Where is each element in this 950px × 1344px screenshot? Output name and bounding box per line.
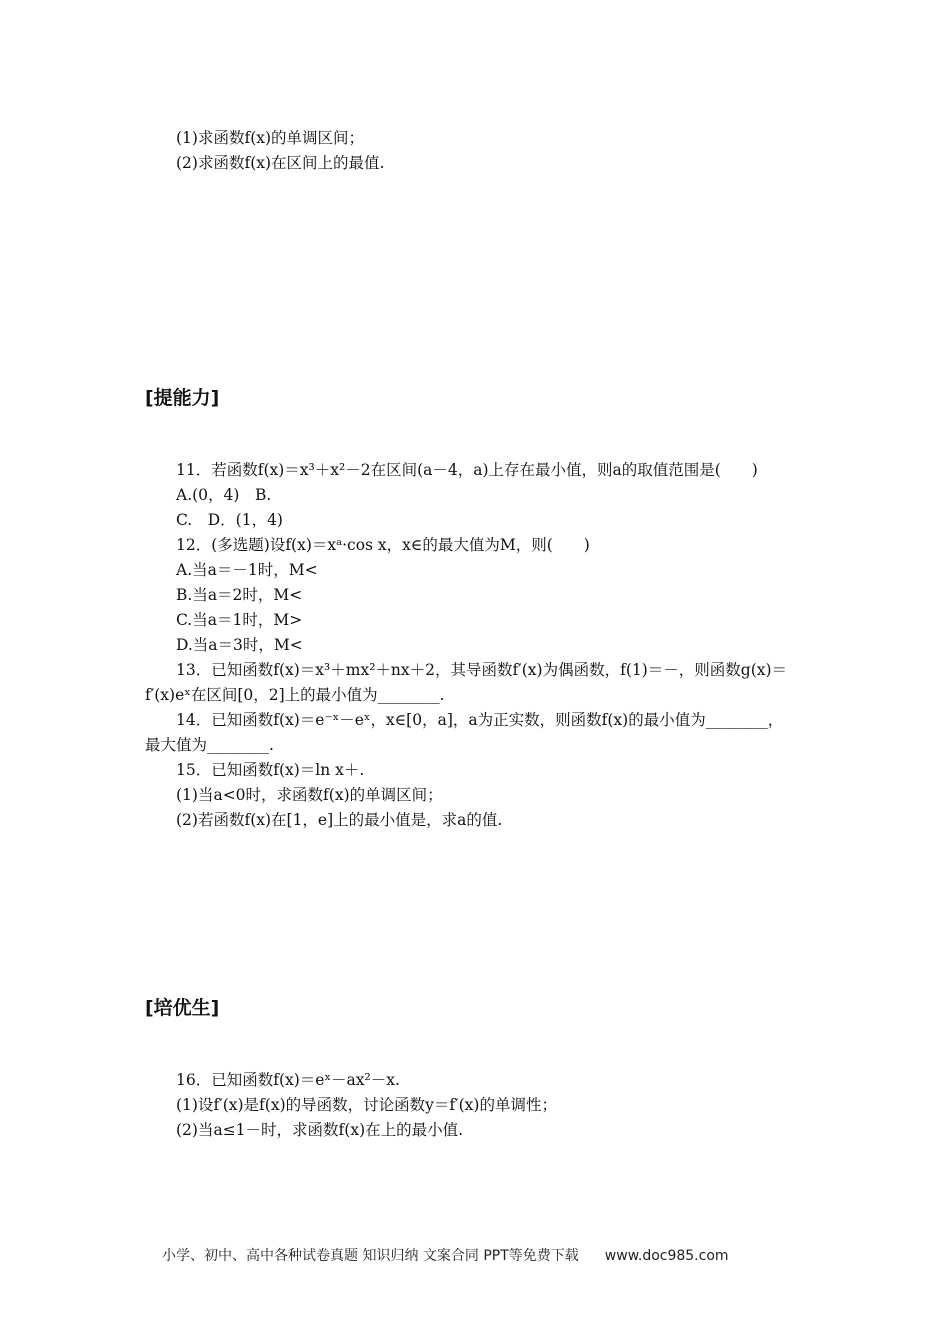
q13-stem: 13．已知函数f(x)＝x³＋mx²＋nx＋2，其导函数f′(x)为偶函数，f(1)＝－，则函数g(x)＝: [176, 661, 788, 679]
q15-part1: (1)当a<0时，求函数f(x)的单调区间；: [176, 786, 443, 804]
q16-part1: (1)设f′(x)是f(x)的导函数，讨论函数y＝f′(x)的单调性；: [176, 1096, 557, 1114]
q12-option-c: C.当a＝1时，M>: [176, 611, 303, 629]
section-heading-excellence: [培优生]: [145, 997, 220, 1019]
page-footer: [162, 1245, 729, 1265]
q12-option-a: A.当a＝－1时，M<: [176, 561, 318, 579]
q13-stem-cont: f′(x)eˣ在区间[0，2]上的最小值为________.: [145, 686, 445, 704]
q12-option-b: B.当a＝2时，M<: [176, 586, 303, 604]
footer-url[interactable]: www.doc985.com: [604, 1248, 729, 1264]
q10-part1: (1)求函数f(x)的单调区间；: [176, 129, 365, 147]
section-heading-ability: [提能力]: [145, 387, 220, 409]
q14-stem: 14．已知函数f(x)＝e⁻ˣ－eˣ，x∈[0，a]，a为正实数，则函数f(x)的最小值为________，: [176, 711, 784, 729]
q11-options-ab: A.(0，4) B.: [176, 486, 272, 504]
q10-part2: (2)求函数f(x)在区间上的最值.: [176, 154, 385, 172]
q11-options-cd: C. D．(1，4): [176, 511, 283, 529]
q12-stem: 12．(多选题)设f(x)＝xᵃ·cos x，x∈的最大值为M，则( ): [176, 536, 590, 554]
q14-stem-cont: 最大值为________.: [145, 736, 274, 754]
q16-stem: 16．已知函数f(x)＝eˣ－ax²－x.: [176, 1071, 400, 1089]
q11-stem: 11．若函数f(x)＝x³＋x²－2在区间(a－4，a)上存在最小值，则a的取值范围是( ): [176, 461, 758, 479]
q12-option-d: D.当a＝3时，M<: [176, 636, 303, 654]
q15-stem: 15．已知函数f(x)＝ln x＋.: [176, 761, 365, 779]
q15-part2: (2)若函数f(x)在[1，e]上的最小值是，求a的值.: [176, 811, 503, 829]
q16-part2: (2)当a≤1－时，求函数f(x)在上的最小值.: [176, 1121, 464, 1139]
footer-text: 小学、初中、高中各种试卷真题 知识归纳 文案合同 PPT等免费下载: [162, 1248, 579, 1264]
